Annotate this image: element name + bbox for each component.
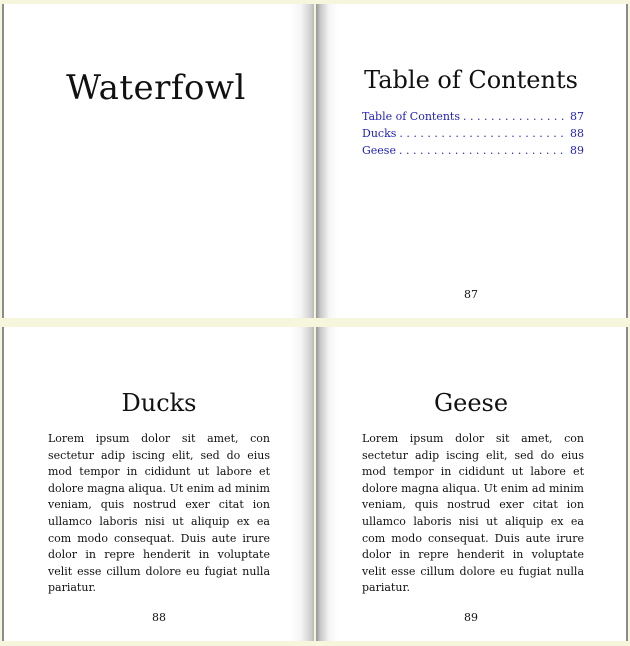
page-number: 87 <box>464 288 478 301</box>
chapter-heading: Geese <box>433 389 509 417</box>
toc-entry-page: 89 <box>570 144 584 157</box>
chapter-heading: Ducks <box>121 389 197 417</box>
toc-leader-dots <box>399 125 567 142</box>
chapter-body: Lorem ipsum dolor sit amet, con sectetur adip iscing elit, sed do eius mod tempor in cididunt ut labore et dolore magna aliqua. Ut enim ad minim veniam, quis nostrud exer citat ion ullamco laboris nisi ut aliquip ex ea com modo consequat. Duis aute irure dolor in repre henderit in voluptate velit esse cillum dolore eu fugiat nulla pariatur. <box>362 432 584 595</box>
toc-leader-dots <box>463 108 567 125</box>
toc-entry-table-of-contents[interactable] <box>362 108 584 125</box>
toc-entry-label: Ducks <box>362 127 397 140</box>
toc-page <box>316 4 628 318</box>
chapter-body: Lorem ipsum dolor sit amet, con sectetur adip iscing elit, sed do eius mod tempor in cididunt ut labore et dolore magna aliqua. Ut enim ad minim veniam, quis nostrud exer citat ion ullamco laboris nisi ut aliquip ex ea com modo consequat. Duis aute irure dolor in repre henderit in voluptate velit esse cillum dolore eu fugiat nulla pariatur. <box>48 432 270 595</box>
toc-entry-page: 87 <box>570 110 584 123</box>
toc-list <box>362 108 584 159</box>
toc-entry-label: Table of Contents <box>362 110 461 123</box>
toc-leader-dots <box>399 142 567 159</box>
book-title: Waterfowl <box>66 68 246 108</box>
title-page <box>2 4 314 318</box>
toc-entry-ducks[interactable] <box>362 125 584 142</box>
page-number: 89 <box>464 611 478 624</box>
toc-heading: Table of Contents <box>364 66 578 94</box>
ducks-page <box>2 327 314 641</box>
toc-entry-geese[interactable] <box>362 142 584 159</box>
geese-page <box>316 327 628 641</box>
page-number: 88 <box>152 611 166 624</box>
toc-entry-page: 88 <box>570 127 584 140</box>
toc-entry-label: Geese <box>362 144 396 157</box>
